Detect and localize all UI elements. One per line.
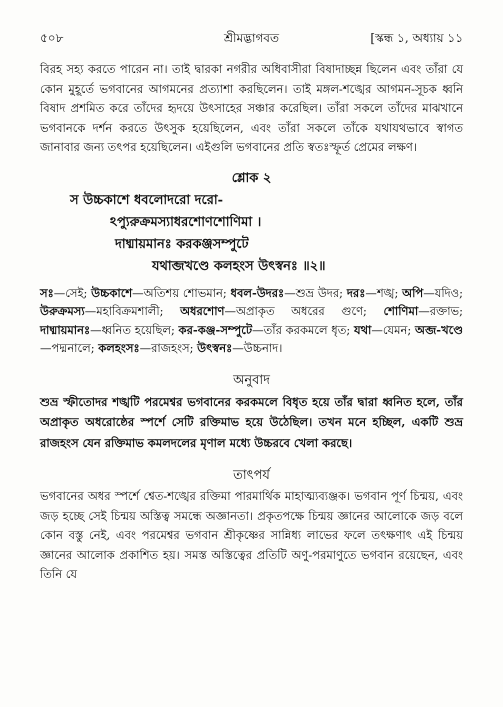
synonym-meaning: —তাঁর করকমলে ধৃত; <box>252 322 354 337</box>
synonym-term: অপি <box>402 285 424 300</box>
synonym-term: সঃ <box>40 285 54 300</box>
page-content <box>40 60 463 585</box>
synonym-term: শোণিমা <box>383 304 419 318</box>
page-header <box>40 30 463 50</box>
chapter-reference: [স্কন্ধ ১, অধ্যায় ১১ <box>370 31 463 45</box>
translation-text: শুভ্র স্ফীতোদর শঙ্খটি পরমেশ্বর ভগবানের করকমলে বিধৃত হয়ে তাঁর দ্বারা ধ্বনিত হলে, তাঁর অপ্রাকৃত অধরোষ্ঠের স্পর্শে সেটি রক্তিমাভ হয়ে উঠেছিল। তখন মনে হচ্ছিল, একটি শুভ্র রাজহংস যেন রক্তিমাভ কমলদলের মৃণাল মধ্যে উচ্চরবে খেলা করছে। <box>40 394 463 450</box>
intro-paragraph: বিরহ সহ্য করতে পারেন না। তাই দ্বারকা নগরীর অধিবাসীরা বিষাদাচ্ছন্ন ছিলেন এবং তাঁরা যে কোন মুহূর্তে ভগবানের আগমনের প্রত্যাশা করছিলেন। তাই মঙ্গল-শঙ্খের আগমন-সূচক ধ্বনি বিষাদ প্রশমিত করে তাঁদের হৃদয়ে উৎসাহের সঞ্চার করেছিল। তাঁরা সকলে তাঁদের মাঝখানে ভগবানকে দর্শন করতে উৎসুক হয়েছিলেন, এবং তাঁরা সকলে তাঁকে যথাযথভাবে স্বাগত জানাবার জন্য তৎপর হয়েছিলেন। এইগুলি ভগবানের প্রতি স্বতঃস্ফূর্ত প্রেমের লক্ষণ। <box>40 62 463 154</box>
synonym-term: ধবল-উদরঃ <box>230 285 285 300</box>
synonym-meaning: —যেমন; <box>371 322 415 337</box>
translation-heading: অনুবাদ <box>233 372 270 388</box>
synonym-term: উচ্চকাশে <box>91 285 133 300</box>
synonym-meaning: —উচ্চনাদ। <box>232 341 283 355</box>
synonym-term: উরুক্রমস্য <box>40 304 85 318</box>
synonym-term: দরঃ <box>346 285 366 300</box>
synonym-meaning: —শঙ্খ; <box>365 285 403 300</box>
verse-heading: শ্লোক ২ <box>231 170 272 186</box>
synonym-meaning: —ধ্বনিত হয়েছিল; <box>90 322 179 337</box>
synonym-term: কলহংসঃ <box>98 341 140 355</box>
synonym-term: যথা <box>353 322 372 337</box>
purport-text: ভগবানের অধর স্পর্শে শ্বেত-শঙ্খের রক্তিমা পারমার্থিক মাহাত্ম্যব্যঞ্জক। ভগবান পূর্ণ চিন্ময়, এবং জড় হচ্ছে সেই চিন্ময় অস্তিত্ব সমন্ধে অজ্ঞানতা। প্রকৃতপক্ষে চিন্ময় জ্ঞানের আলোকে জড় বলে কোন বস্তু নেই, এবং পরমেশ্বর ভগবান শ্রীকৃষ্ণের সান্নিধ্য লাভের ফলে তৎক্ষণাৎ এই চিন্ময় জ্ঞানের আলোক প্রকাশিত হয়। সমস্ত অস্তিত্বের প্রতিটি অণু-পরমাণুতে ভগবান রয়েছেন, এবং তিনি যে <box>40 489 463 581</box>
synonym-meaning: —শুভ্র উদর; <box>284 285 347 300</box>
synonym-meaning: —সেই; <box>53 285 92 300</box>
synonym-term: কর-কঞ্জ-সম্পুটে <box>178 322 253 337</box>
synonym-meaning: —মহাবিক্রমশালী; <box>84 304 181 318</box>
verse-line-1: স উচ্চকাশে ধবলোদরো দরো- <box>70 192 224 208</box>
book-title: শ্রীমদ্ভাগবত <box>223 31 279 45</box>
verse-line-2: ঽপ্যুরুক্রমস্যাধরশোণশোণিমা । <box>110 214 262 230</box>
synonym-term: অধরশোণ <box>180 304 225 318</box>
page-number: ৫০৮ <box>40 31 64 45</box>
synonym-term: উৎস্বনঃ <box>197 341 233 355</box>
synonyms <box>40 284 463 358</box>
synonym-term: অব্জ-খণ্ডে <box>414 322 463 337</box>
synonym-term: দাধ্মায়মানঃ <box>40 322 91 337</box>
synonym-meaning: —অতিশয় শোভমান; <box>132 285 231 300</box>
synonym-meaning: —যদিও; <box>423 285 463 300</box>
synonym-meaning: —পদ্মনালে; <box>40 341 99 355</box>
synonym-meaning: —রাজহংস; <box>139 341 198 355</box>
verse-line-3: দাধ্মায়মানঃ করকঞ্জসম্পুটে <box>115 236 249 252</box>
synonym-meaning: —রক্তাভ; <box>418 304 463 318</box>
purport-heading: তাৎপর্য <box>233 468 270 483</box>
synonym-meaning: —অপ্রাকৃত অধরের গুণে; <box>224 304 384 318</box>
verse-line-4: যথাব্জখণ্ডে কলহংস উৎস্বনঃ ॥২॥ <box>152 258 326 274</box>
